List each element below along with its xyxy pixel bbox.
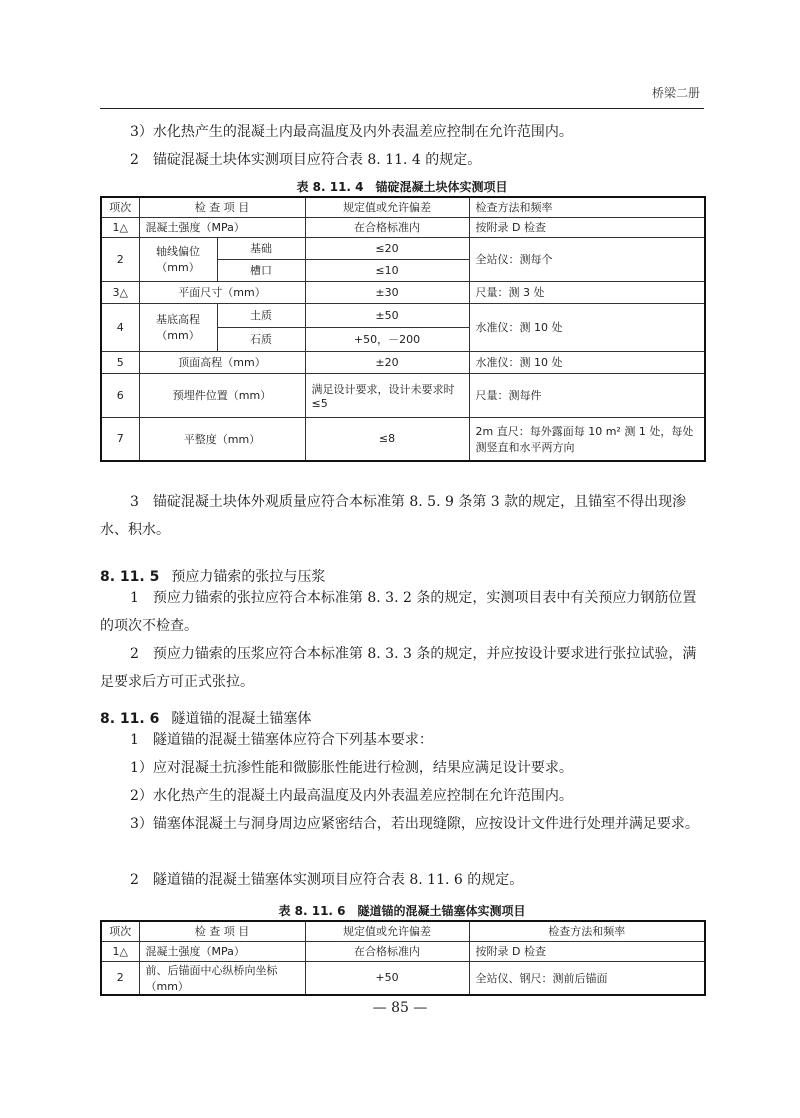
header-cell: 检查方法和频率	[469, 197, 705, 217]
paragraph: 2 锚碇混凝土块体实测项目应符合表 8. 11. 4 的规定。	[130, 152, 482, 168]
section-title: 隧道锚的混凝土锚塞体	[171, 711, 312, 727]
section-title: 预应力锚索的张拉与压浆	[171, 569, 326, 585]
section-heading	[100, 566, 325, 586]
table-row: 6 预埋件位置（mm） 满足设计要求，设计未要求时≤5 尺量：测每件	[101, 373, 705, 417]
section-number: 8. 11. 5	[100, 569, 160, 585]
table-header-row	[101, 921, 705, 941]
paragraph: 3）水化热产生的混凝土内最高温度及内外表温差应控制在允许范围内。	[130, 124, 573, 140]
table-row: 1△ 混凝土强度（MPa） 在合格标准内 按附录 D 检查	[101, 217, 705, 237]
page-number: — 85 —	[372, 1000, 428, 1016]
paragraph: 2 隧道锚的混凝土锚塞体实测项目应符合表 8. 11. 6 的规定。	[130, 872, 524, 888]
paragraph: 1 隧道锚的混凝土锚塞体应符合下列基本要求：	[130, 732, 433, 748]
header-rule	[100, 108, 704, 109]
header-cell: 规定值或允许偏差	[305, 921, 469, 941]
header-cell: 规定值或允许偏差	[305, 197, 469, 217]
section-number: 8. 11. 6	[100, 711, 160, 727]
table-8-11-4	[100, 196, 706, 462]
table-row: 2 前、后锚面中心纵桥向坐标（mm） +50 全站仪、钢尺：测前后锚面	[101, 961, 705, 995]
table-row: 石质 +50，－200	[101, 327, 705, 351]
header-cell: 检 查 项 目	[139, 197, 305, 217]
header-cell: 检 查 项 目	[139, 921, 305, 941]
header-cell: 检查方法和频率	[469, 921, 705, 941]
table-row: 1△ 混凝土强度（MPa） 在合格标准内 按附录 D 检查	[101, 941, 705, 961]
table-caption: 表 8. 11. 6 隧道锚的混凝土锚塞体实测项目	[278, 904, 526, 918]
paragraph: 3 锚碇混凝土块体外观质量应符合本标准第 8. 5. 9 条第 3 款的规定，且锚室不得出现渗水、积水。	[100, 494, 687, 538]
table-row: 7 平整度（mm） ≤8 2m 直尺：每外露面每 10 m² 测 1 处，每处测竖直和水平两方向	[101, 417, 705, 461]
table-row: 5 顶面高程（mm） ±20 水准仪：测 10 处	[101, 351, 705, 373]
table-row: 槽口 ≤10	[101, 259, 705, 281]
paragraph: 3）锚塞体混凝土与洞身周边应紧密结合，若出现缝隙，应按设计文件进行处理并满足要求。	[130, 816, 699, 832]
table-row: 4 基底高程（mm） 土质 ±50 水准仪：测 10 处	[101, 303, 705, 327]
section-heading	[100, 708, 311, 728]
table-header-row	[101, 197, 705, 217]
header-cell: 项次	[101, 197, 139, 217]
table-row: 2 轴线偏位（mm） 基础 ≤20 全站仪：测每个	[101, 237, 705, 259]
running-header: 桥梁二册	[651, 86, 700, 100]
table-8-11-6	[100, 920, 706, 996]
paragraph: 2 预应力锚索的压浆应符合本标准第 8. 3. 3 条的规定，并应按设计要求进行张拉试验，满足要求后方可正式张拉。	[100, 646, 697, 690]
table-row: 3△ 平面尺寸（mm） ±30 尺量：测 3 处	[101, 281, 705, 303]
paragraph: 1 预应力锚索的张拉应符合本标准第 8. 3. 2 条的规定，实测项目表中有关预应力钢筋位置的项次不检查。	[100, 590, 697, 634]
table-caption: 表 8. 11. 4 锚碇混凝土块体实测项目	[296, 180, 508, 194]
paragraph: 1）应对混凝土抗渗性能和微膨胀性能进行检测，结果应满足设计要求。	[130, 760, 573, 776]
paragraph: 2）水化热产生的混凝土内最高温度及内外表温差应控制在允许范围内。	[130, 788, 573, 804]
header-cell: 项次	[101, 921, 139, 941]
